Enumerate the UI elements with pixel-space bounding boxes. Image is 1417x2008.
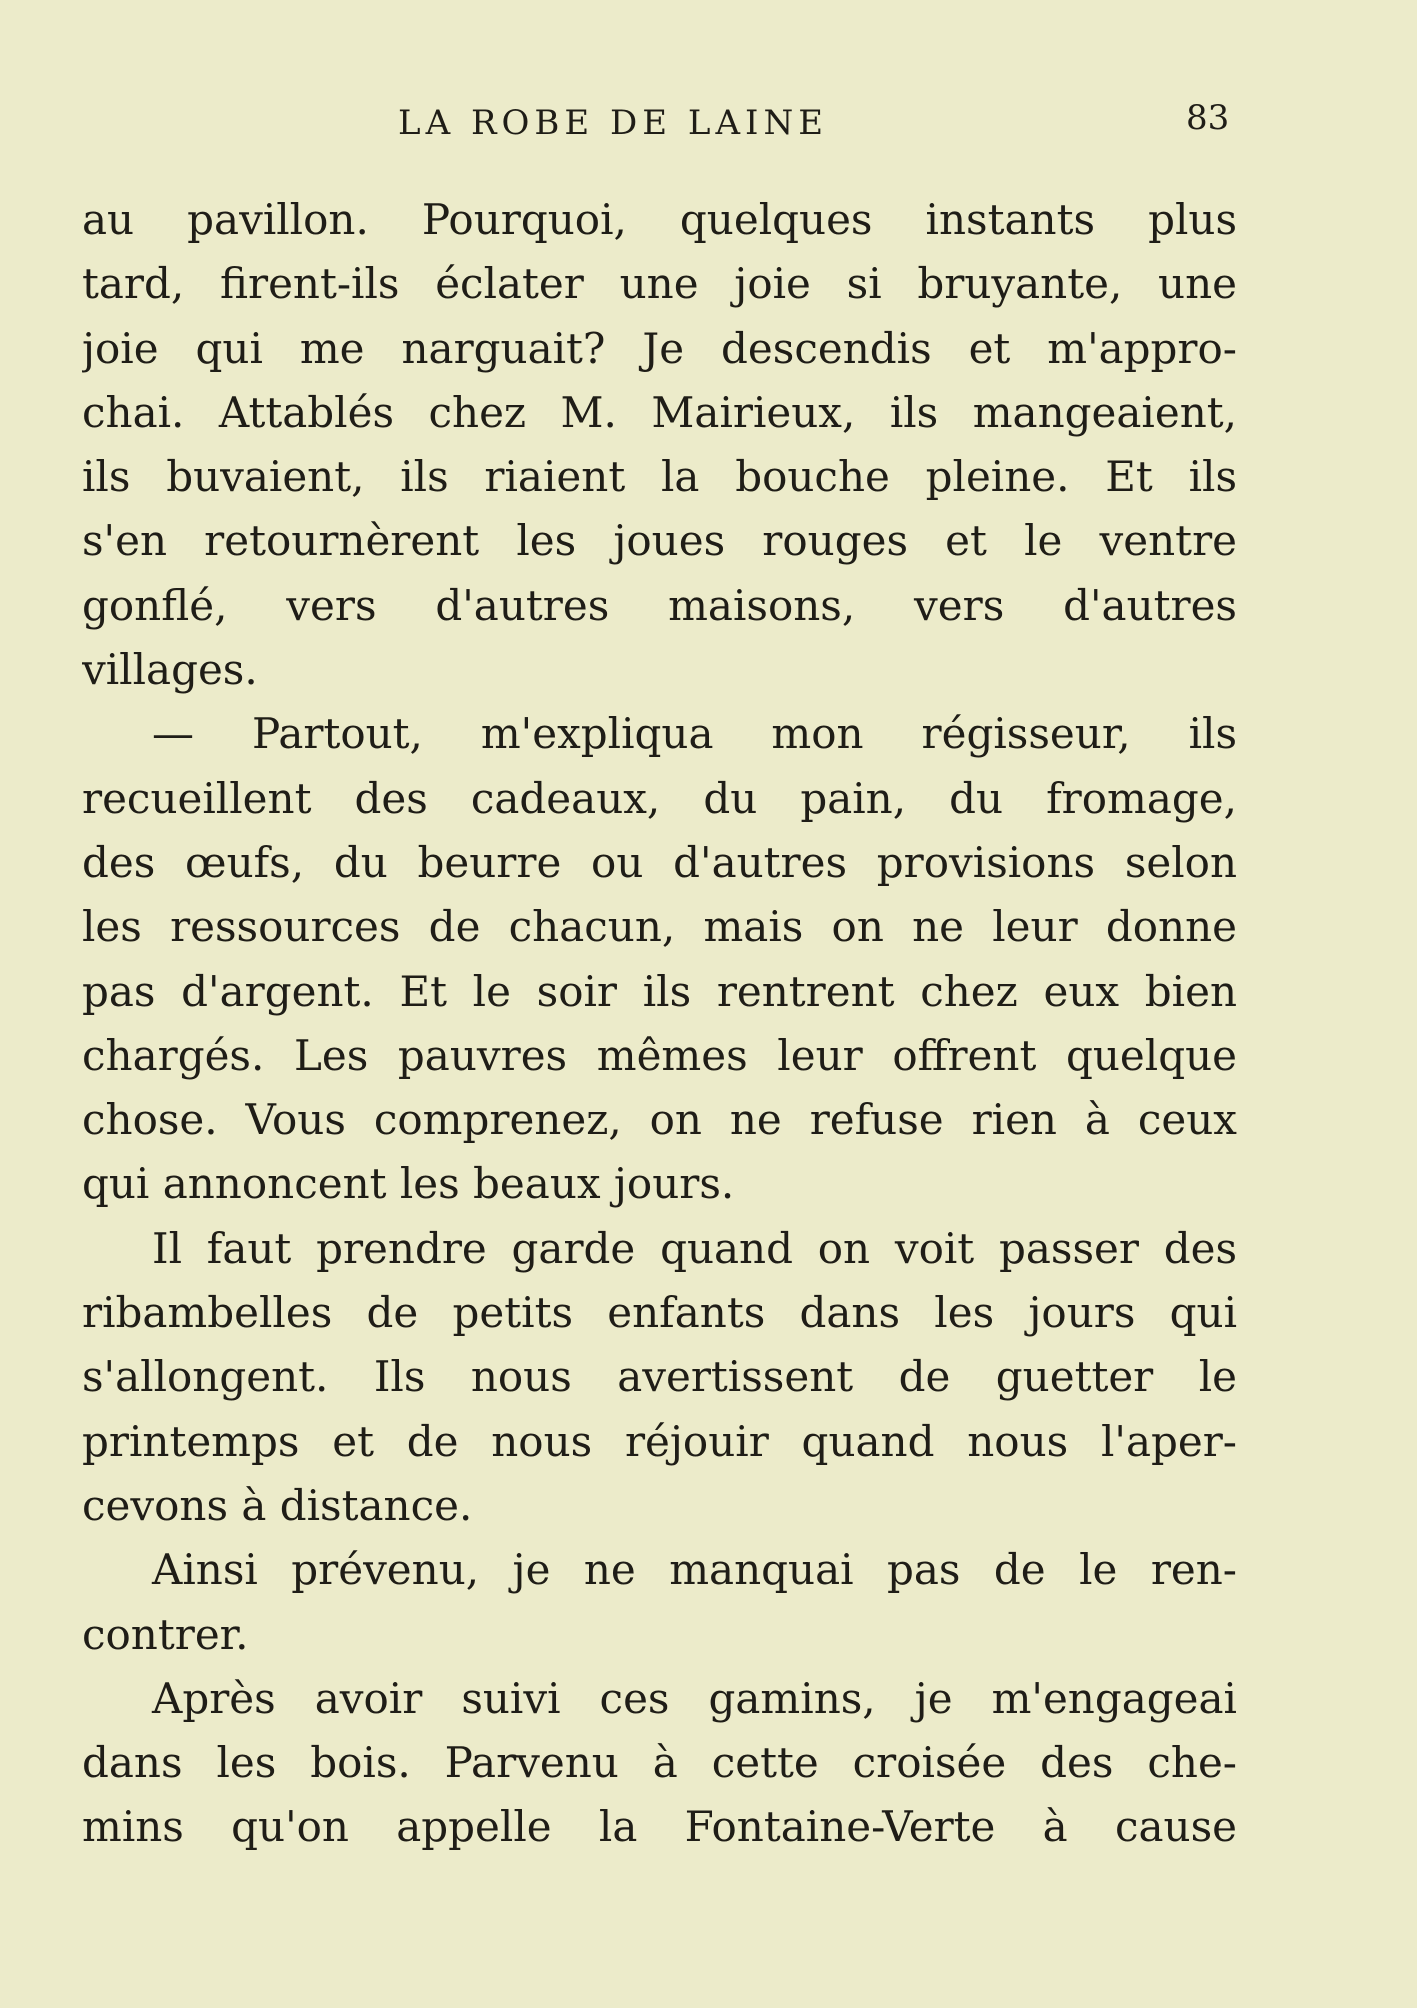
text-line: tard, firent-ils éclater une joie si bruyante, une — [82, 259, 1237, 309]
text-line: cevons à distance. — [82, 1480, 473, 1530]
text-line: ils buvaient, ils riaient la bouche pleine. Et ils — [82, 452, 1237, 502]
text-line: villages. — [82, 645, 258, 695]
text-line: mins qu'on appelle la Fontaine-Verte à cause — [82, 1802, 1237, 1852]
body-text — [82, 188, 1237, 1860]
text-line: Ainsi prévenu, je ne manquai pas de le ren- — [152, 1545, 1237, 1595]
page-number: 83 — [1186, 98, 1230, 138]
text-line: contrer. — [82, 1609, 249, 1659]
text-line: s'allongent. Ils nous avertissent de guetter le — [82, 1352, 1237, 1402]
text-line: dans les bois. Parvenu à cette croisée des che- — [82, 1738, 1237, 1788]
text-line: — Partout, m'expliqua mon régisseur, ils — [152, 709, 1237, 759]
text-line: Il faut prendre garde quand on voit passer des — [152, 1223, 1237, 1273]
text-line: des œufs, du beurre ou d'autres provisions selon — [82, 837, 1237, 887]
text-line: gonflé, vers d'autres maisons, vers d'autres — [82, 580, 1237, 630]
text-line: s'en retournèrent les joues rouges et le ventre — [82, 516, 1237, 566]
text-line: chai. Attablés chez M. Mairieux, ils mangeaient, — [82, 387, 1237, 437]
text-line: chose. Vous comprenez, on ne refuse rien à ceux — [82, 1095, 1237, 1145]
text-line: qui annoncent les beaux jours. — [82, 1159, 735, 1209]
text-line: ribambelles de petits enfants dans les jours qui — [82, 1288, 1237, 1338]
text-line: joie qui me narguait? Je descendis et m'appro- — [82, 323, 1237, 373]
text-line: pas d'argent. Et le soir ils rentrent chez eux bien — [82, 966, 1237, 1016]
text-line: recueillent des cadeaux, du pain, du fromage, — [82, 773, 1237, 823]
running-title: LA ROBE DE LAINE — [398, 103, 829, 143]
text-line: printemps et de nous réjouir quand nous l'aper- — [82, 1416, 1237, 1466]
text-line: les ressources de chacun, mais on ne leur donne — [82, 902, 1237, 952]
text-line: au pavillon. Pourquoi, quelques instants plus — [82, 195, 1237, 244]
text-line: Après avoir suivi ces gamins, je m'engageai — [152, 1673, 1237, 1723]
text-line: chargés. Les pauvres mêmes leur offrent quelque — [82, 1030, 1237, 1080]
